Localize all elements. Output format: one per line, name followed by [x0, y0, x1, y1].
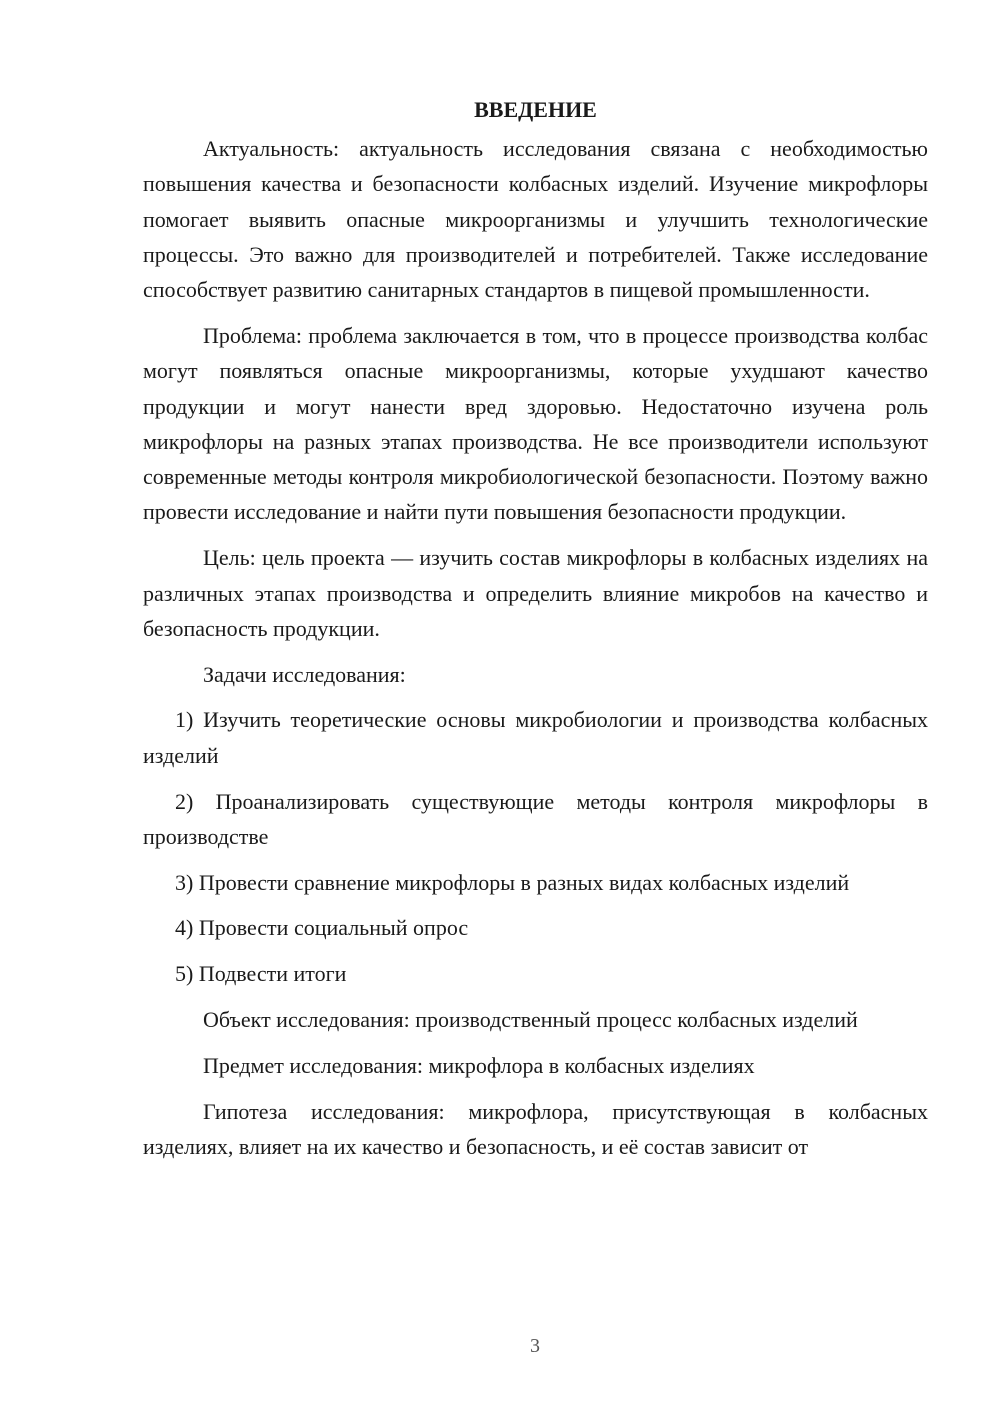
subject-paragraph: Предмет исследования: микрофлора в колбасных изделиях — [203, 1052, 755, 1078]
document-page — [143, 95, 928, 1164]
task-item: 4) Провести социальный опрос — [175, 915, 469, 941]
task-item: 2) Проанализировать существующие методы контроля микрофлоры в производстве — [143, 788, 928, 849]
task-item: 5) Подвести итоги — [175, 961, 347, 987]
section-heading: ВВЕДЕНИЕ — [474, 97, 597, 122]
goal-paragraph: Цель: цель проекта — изучить состав микрофлоры в колбасных изделиях на различных этапах производства и определить влияние микробов на качество и безопасность продукции. — [143, 545, 928, 641]
object-paragraph: Объект исследования: производственный процесс колбасных изделий — [203, 1007, 858, 1033]
tasks-title: Задачи исследования: — [203, 661, 406, 687]
task-item: 3) Провести сравнение микрофлоры в разных видах колбасных изделий — [175, 869, 850, 895]
hypothesis-paragraph: Гипотеза исследования: микрофлора, присутствующая в колбасных изделиях, влияет на их качество и безопасность, и её состав зависит от — [143, 1098, 928, 1159]
page-number: 3 — [530, 1335, 540, 1357]
problem-paragraph: Проблема: проблема заключается в том, что в процессе производства колбас могут появляться опасные микроорганизмы, которые ухудшают качество продукции и могут нанести вред здоровью. Недостаточно изучена роль микрофлоры на разных этапах производства. Не все производители используют современные методы контроля микробиологической безопасности. Поэтому важно провести исследование и найти пути повышения безопасности продукции. — [143, 322, 928, 525]
task-item: 1) Изучить теоретические основы микробиологии и производства колбасных изделий — [143, 707, 928, 768]
relevance-paragraph: Актуальность: актуальность исследования связана с необходимостью повышения качества и безопасности колбасных изделий. Изучение микрофлоры помогает выявить опасные микроорганизмы и улучшить технологические процессы. Это важно для производителей и потребителей. Также исследование способствует развитию санитарных стандартов в пищевой промышленности. — [143, 136, 928, 303]
